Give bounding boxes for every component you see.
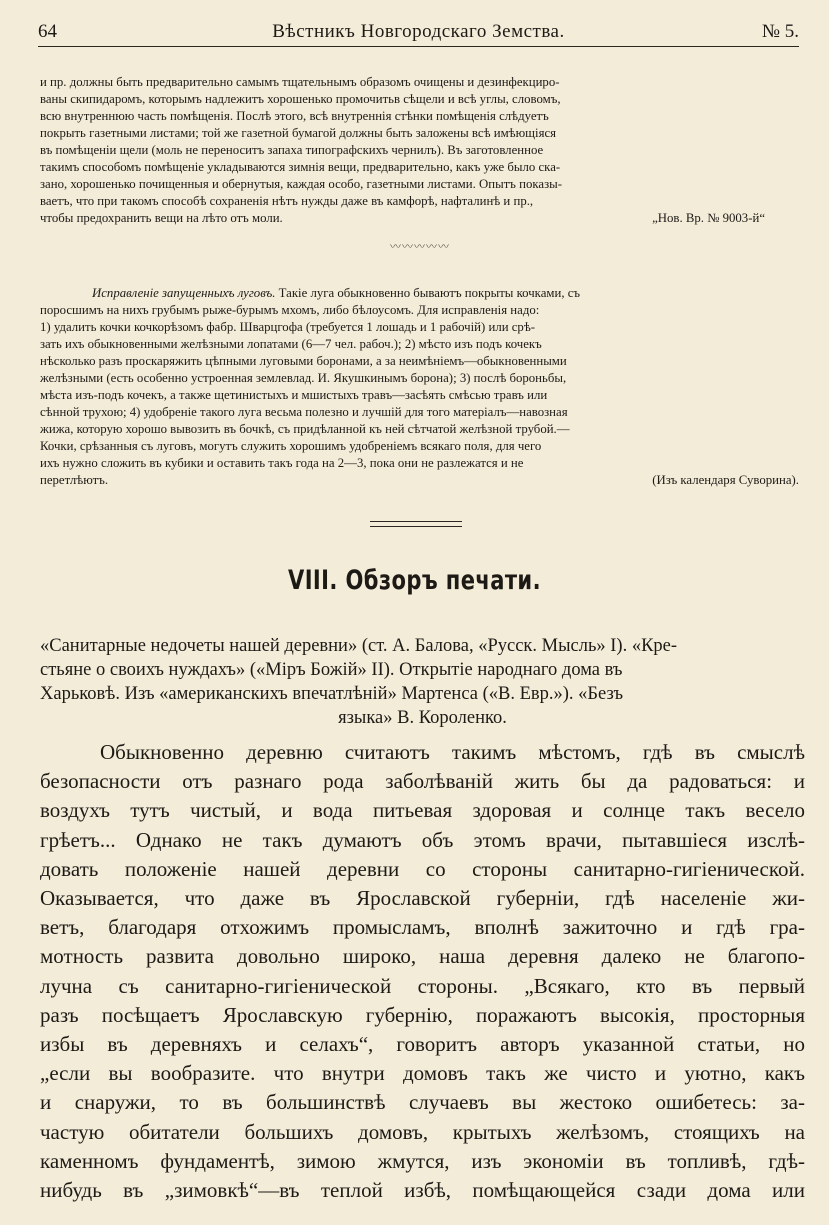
section-divider [370, 521, 462, 527]
note-line: ваны скипидаромъ, которымъ надлежитъ хорошенько промочитьв сѣщели и всѣ углы, словомъ, [40, 92, 561, 106]
page-number: 64 [38, 21, 57, 42]
article-line: „если вы вообразите. что внутри домовъ такъ же чисто и уютно, какъ [40, 1061, 805, 1086]
note-line: жижа, которую хорошо вывозить въ бочкѣ, съ придѣланной къ ней сѣтчатой желѣзной трубой.— [40, 422, 570, 436]
note-line: всю внутреннюю часть помѣщенія. Послѣ этого, всѣ внутреннія стѣнки помѣщенія слѣдуетъ [40, 109, 549, 123]
note-first-line [40, 285, 805, 302]
note-line: чтобы предохранить вещи на лѣто отъ моли. [40, 211, 283, 225]
note-line: такимъ способомъ помѣщеніе укладываются зимнія вещи, предварительно, какъ уже было ска- [40, 160, 561, 174]
note-meadows [40, 285, 805, 489]
article-line: мотность развита довольно широко, наша деревня далеко не благопо- [40, 944, 805, 969]
running-header [38, 18, 799, 46]
note-last-line [40, 472, 805, 489]
article-line: довать положеніе нашей деревни со стороны санитарно-гигіенической. [40, 856, 805, 881]
note-line: покрыть газетными листами; той же газетной бумагой должны быть заложены всѣ имѣющіяся [40, 126, 557, 140]
article-line: и снаружи, то въ большинствѣ случаевъ вы жестоко ошибетесь: за- [40, 1090, 805, 1115]
article-line: нибудь въ „зимовкѣ“—въ теплой избѣ, помѣщающейся сзади дома или [40, 1178, 805, 1203]
note-source: „Нов. Вр. № 9003-й“ [652, 211, 765, 225]
article-line: Оказывается, что даже въ Ярославской губерніи, гдѣ населеніе жи- [40, 886, 805, 911]
note-line: и пр. должны быть предварительно самымъ тщательнымъ образомъ очищены и дезинфекциро- [40, 75, 560, 89]
article-line: разъ посѣщаетъ Ярославскую губернію, поражаютъ высокія, просторныя [40, 1002, 805, 1027]
article-line: частую обитатели большихъ домовъ, крытыхъ желѣзомъ, стоящихъ на [40, 1119, 805, 1144]
note-line: ихъ нужно сложить въ кубики и оставить такъ года на 2—3, пока они не разлежатся и не [40, 456, 524, 470]
note-line: сѣнной трухою; 4) удобреніе такого луга весьма полезно и лучшій для того матеріалъ—навозная [40, 405, 568, 419]
note-source: (Изъ календаря Суворина). [652, 473, 799, 487]
note-line: зано, хорошенько почищенныя и обернутыя, каждая особо, газетными листами. Опытъ показы- [40, 177, 562, 191]
section-heading: VIII. Обзоръ печати. [288, 565, 541, 596]
note-line: желѣзными (есть особенно устроенная землевлад. И. Якушкинымъ борона); 3) послѣ бороньбы, [40, 371, 567, 385]
note-line: ваетъ, что при такомъ способѣ сохраненія нѣтъ нужды даже въ камфорѣ, нафталинѣ и пр., [40, 194, 534, 208]
article-line: безопасности отъ разнаго рода заболѣваній жить бы да радоваться: и [40, 769, 805, 794]
summary-line: стьяне о своихъ нуждахъ» («Міръ Божій» II). Открытіе народнаго дома въ [40, 660, 623, 680]
article-text [40, 738, 805, 1205]
note-moths [40, 74, 805, 227]
note-line: поросшимъ на нихъ грубымъ рыже-бурымъ мхомъ, либо бѣлоусомъ. Для исправленія надо: [40, 303, 540, 317]
separator-ornament: 〰〰〰〰〰 [390, 240, 450, 253]
section-summary [40, 634, 805, 730]
issue-number: № 5. [761, 21, 799, 42]
summary-line: Харьковѣ. Изъ «американскихъ впечатлѣній» Мартенса («В. Евр.»). «Безъ [40, 684, 624, 704]
note-title: Исправленіе запущенныхъ луговъ. [92, 286, 276, 300]
summary-line: «Санитарные недочеты нашей деревни» (ст. А. Балова, «Русск. Мысль» I). «Кре- [40, 636, 678, 656]
article-line: грѣетъ... Однако не такъ думаютъ объ этомъ врачи, пытавшіеся изслѣ- [40, 827, 805, 852]
note-last-line [40, 210, 805, 227]
note-line: въ помѣщеніи щели (моль не переноситъ запаха типографскихъ чернилъ). Въ заготовленное [40, 143, 544, 157]
note-line: 1) удалить кочки кочкорѣзомъ фабр. Шварцгофа (требуется 1 лошадь и 1 рабочій) или срѣ- [40, 320, 536, 334]
note-line: мѣста изъ-подъ кочекъ, а также щетинистыхъ и мшистыхъ травъ—засѣять смѣсью травъ или [40, 388, 548, 402]
note-line: нѣсколько разъ проскаряжить цѣпными луговыми боронами, а за неимѣніемъ—обыкновенными [40, 354, 567, 368]
article-line: каменномъ фундаментѣ, зимою жмутся, изъ экономіи въ топливѣ, гдѣ- [40, 1148, 805, 1173]
note-line: перетлѣютъ. [40, 473, 109, 487]
summary-line: языка» В. Короленко. [338, 708, 507, 728]
article-line: воздухъ тутъ чистый, и вода питьевая здоровая и солнце такъ весело [40, 798, 805, 823]
journal-title: Вѣстникъ Новгородскаго Земства. [272, 21, 565, 42]
header-rule [38, 46, 799, 47]
article-line: ветъ, благодаря отхожимъ промысламъ, вполнѣ зажиточно и гдѣ гра- [40, 915, 805, 940]
note-line: Кочки, срѣзанныя съ луговъ, могутъ служить хорошимъ удобреніемъ всякаго поля, для чего [40, 439, 542, 453]
article-line: избы въ деревняхъ и селахъ“, говоритъ авторъ указанной статьи, но [40, 1032, 805, 1057]
note-line: зать ихъ обыкновенными желѣзными лопатами (6—7 чел. рабоч.); 2) мѣсто изъ подъ кочекъ [40, 337, 542, 351]
article-line: лучна съ санитарно-гигіенической стороны. „Всякаго, кто въ первый [40, 973, 805, 998]
note-line: Такіе луга обыкновенно бываютъ покрыты кочками, съ [278, 286, 581, 300]
article-line: Обыкновенно деревню считаютъ такимъ мѣстомъ, гдѣ въ смыслѣ [100, 740, 805, 764]
